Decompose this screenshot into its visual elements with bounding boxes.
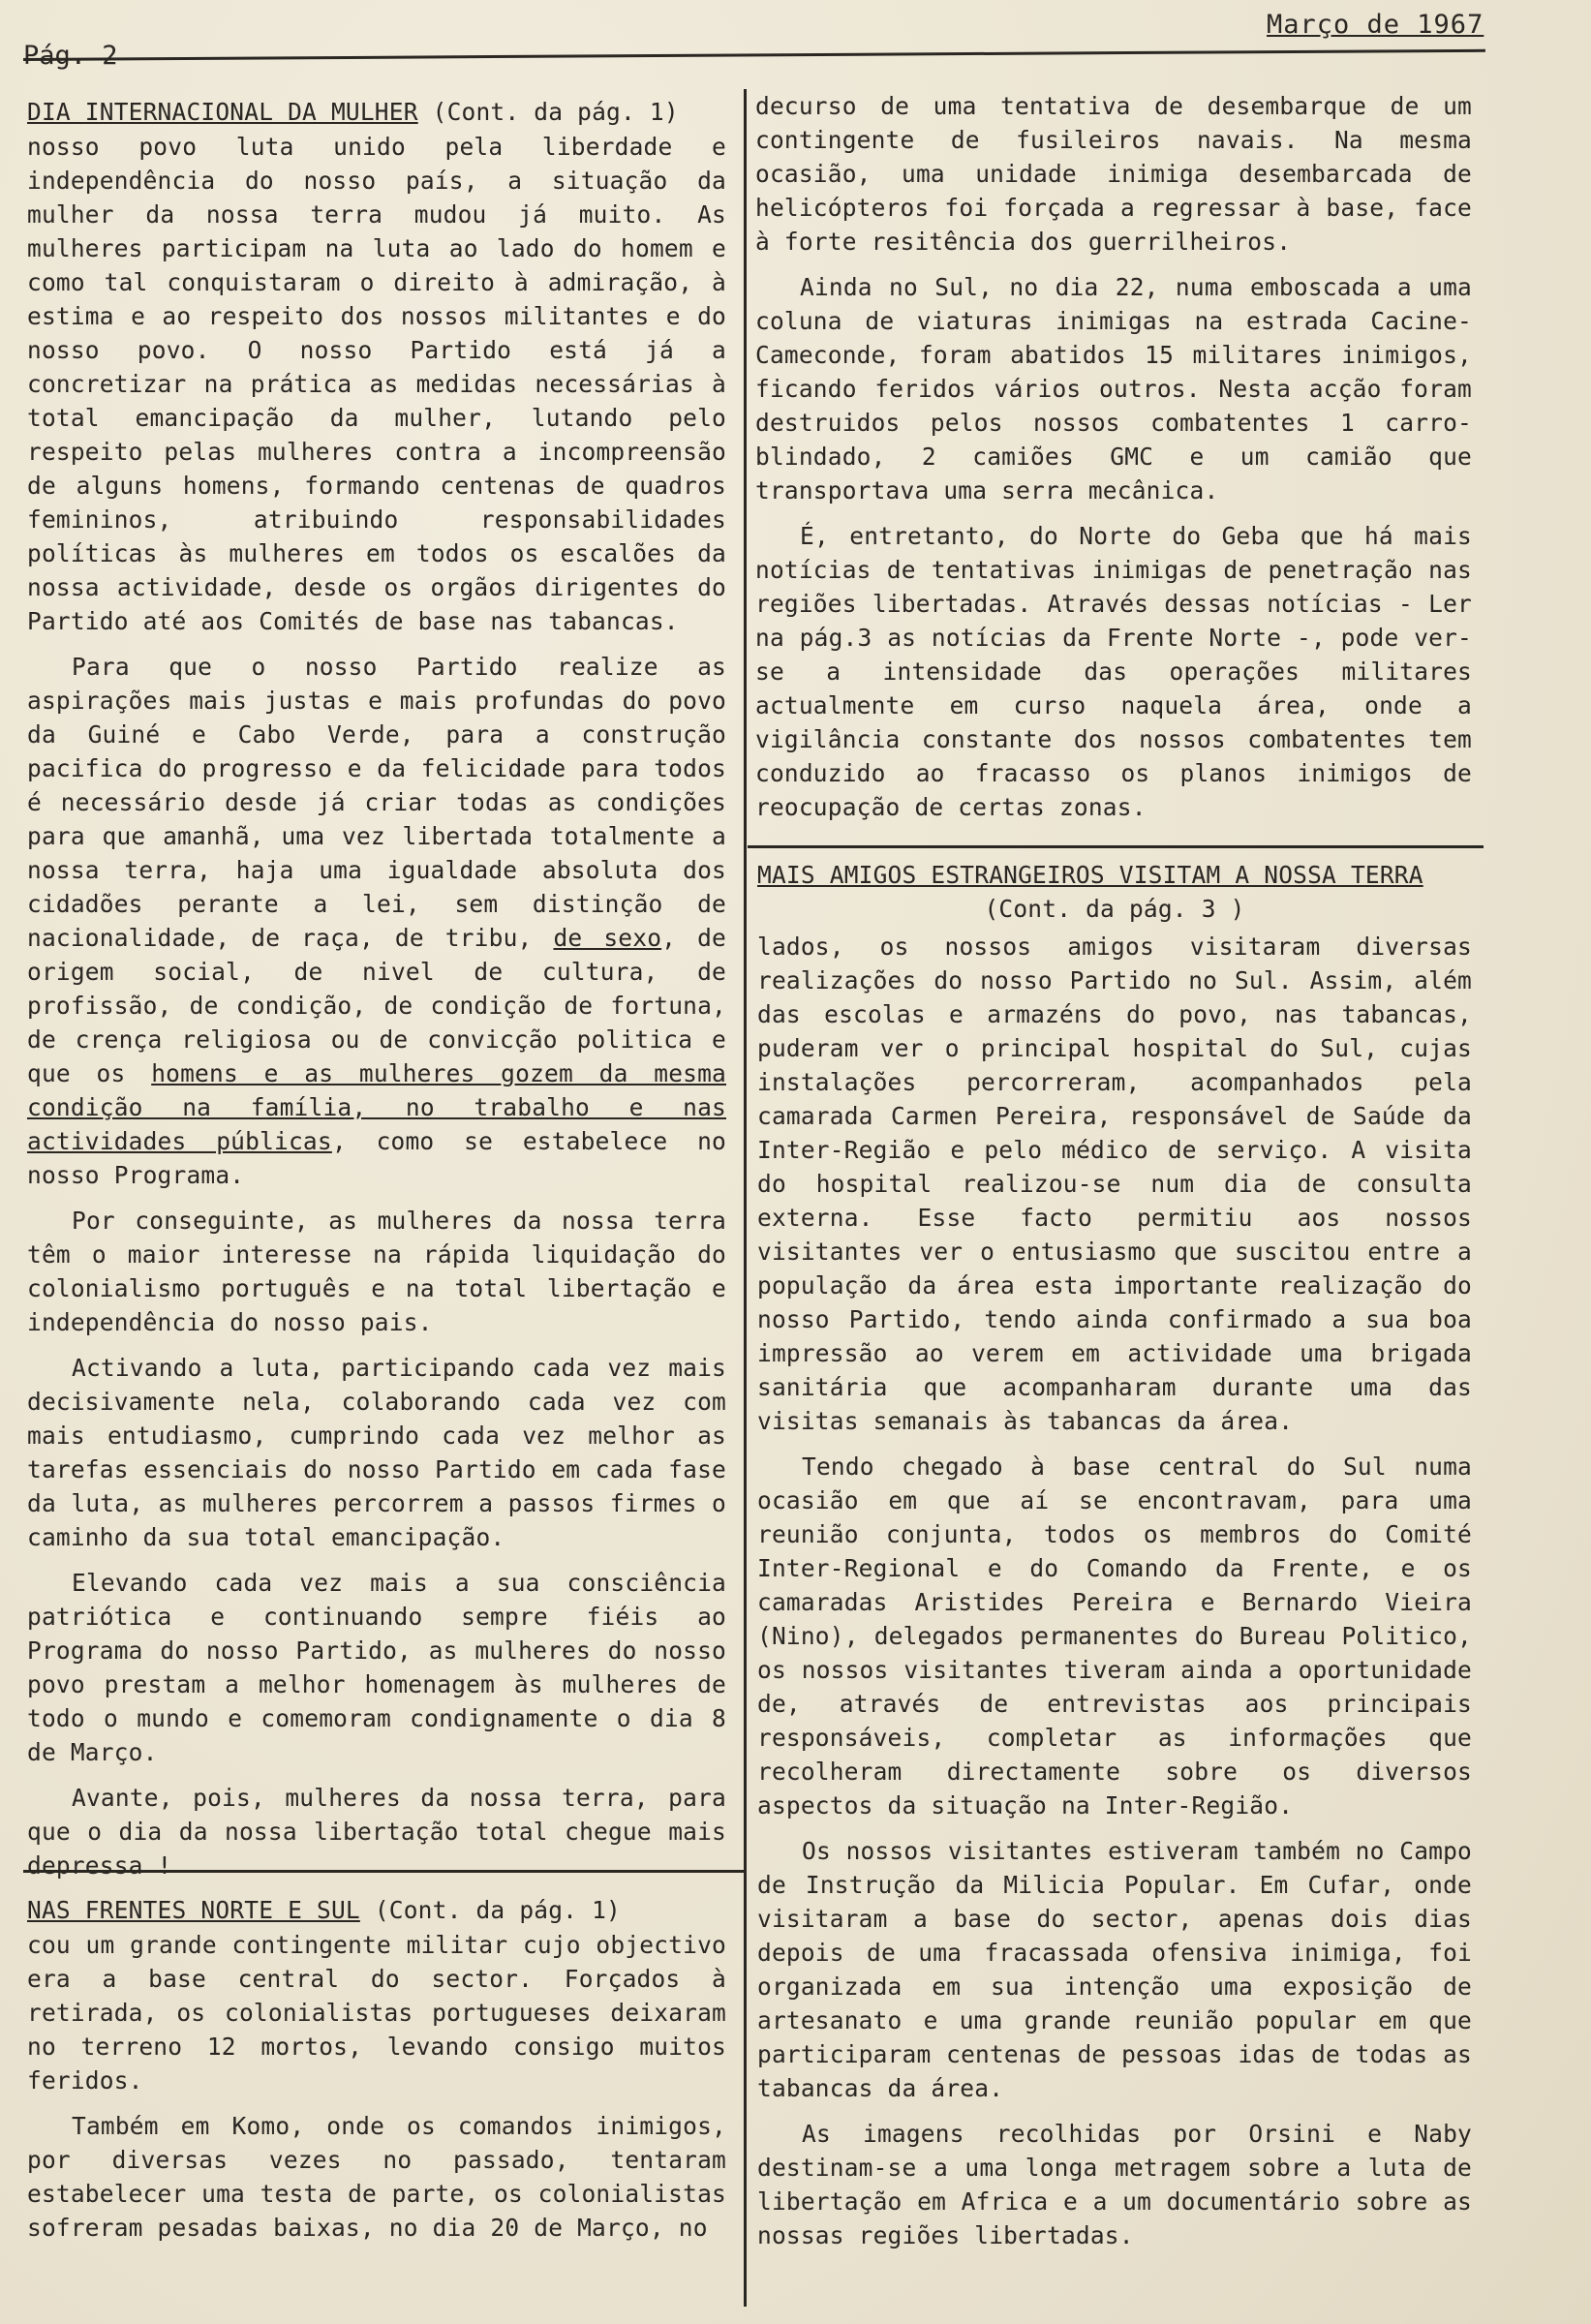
paragraph: Para que o nosso Partido realize as aspirações mais justas e mais profundas do povo da Guiné e Cabo Verde, para a construção pacifica do progresso e da felicidade para todos é necessário desde já criar todas as condições para que amanhã, uma vez libertada totalmente a nossa terra, haja uma igualdade absoluta dos cidadões perante a lei, sem distinção de nacionalidade, de raça, de tribu, de sexo, de origem social, de nivel de cultura, de profissão, de condição, de condição de fortuna, de crença religiosa ou de convicção politica e que os homens e as mulheres gozem da mesma condição na família, no trabalho e nas actividades públicas, como se estabelece no nosso Programa.: [27, 653, 727, 1189]
article-heading-foreign-friends: [757, 858, 1472, 893]
article-divider-right: [748, 845, 1484, 848]
article-heading-womens-day: [27, 95, 726, 130]
paragraph: decurso de uma tentativa de desembarque de um contingente de fusileiros navais. Na mesma ocasião, uma unidade inimiga desembarcada de helicópteros foi forçada a regressar à base, face à forte resitência dos guerrilheiros.: [755, 92, 1472, 256]
underlined-phrase: homens e as mulheres gozem da mesma condição na família, no trabalho e nas actividades públicas: [27, 1059, 727, 1155]
paragraph: Elevando cada vez mais a sua consciência patriótica e continuando sempre fiéis ao Programa do nosso Partido, as mulheres do nosso povo prestam a melhor homenagem às mulheres de todo o mundo e comemoram condignamente o dia 8 de Março.: [27, 1569, 726, 1766]
page-number: Pág. 2: [23, 41, 118, 71]
article-title: MAIS AMIGOS ESTRANGEIROS VISITAM A NOSSA TERRA: [757, 861, 1423, 889]
article-continuation: (Cont. da pág. 1): [432, 98, 679, 126]
paragraph: É, entretanto, do Norte do Geba que há mais notícias de tentativas inimigas de penetração nas regiões libertadas. Através dessas notícias - Ler na pág.3 as notícias da Frente Norte -, pode ver-se a intensidade das operações militares actualmente em curso naquela área, onde a vigilância constante dos nossos combatentes tem conduzido ao fracasso os planos inimigos de reocupação de certas zonas.: [755, 522, 1472, 821]
paragraph: Por conseguinte, as mulheres da nossa terra têm o maior interesse na rápida liquidação do colonialismo português e na total libertação e independência do nosso pais.: [27, 1207, 726, 1336]
left-column-bottom: [27, 1893, 726, 2256]
paragraph: Os nossos visitantes estiveram também no Campo de Instrução da Milicia Popular. Em Cufar, onde visitaram a base do sector, apenas dois dias depois de uma fracassada ofensiva inimiga, foi organizada em sua intenção uma exposição de artesanato e uma grande reunião popular em que participaram centenas de pessoas idas de todas as tabancas da área.: [757, 1837, 1472, 2102]
article-title: NAS FRENTES NORTE E SUL: [27, 1896, 360, 1924]
paragraph: lados, os nossos amigos visitaram diversas realizações do nosso Partido no Sul. Assim, além das escolas e armazéns do povo, nas tabancas, puderam ver o principal hospital do Sul, cujas instalações percorreram, acompanhados pela camarada Carmen Pereira, responsável de Saúde da Inter-Região e pelo médico de serviço. A visita do hospital realizou-se num dia de consulta externa. Esse facto permitiu aos nossos visitantes ver o entusiasmo que suscitou entre a população da área esta importante realização do nosso Partido, tendo ainda confirmado a sua boa impressão ao verem em actividade uma brigada sanitária que acompanharam durante uma das visitas semanais às tabancas da área.: [757, 933, 1472, 1435]
issue-date: Março de 1967: [1267, 10, 1484, 40]
paragraph: Tendo chegado à base central do Sul numa ocasião em que aí se encontravam, para uma reunião conjunta, todos os membros do Comité Inter-Regional e do Comando da Frente, e os camaradas Aristides Pereira e Bernardo Vieira (Nino), delegados permanentes do Bureau Politico, os nossos visitantes tiveram ainda a oportunidade de, através de entrevistas aos principais responsáveis, completar as informações que recolheram directamente sobre os diversos aspectos da situação na Inter-Região.: [757, 1452, 1472, 1819]
paragraph: cou um grande contingente militar cujo objectivo era a base central do sector. Forçados à retirada, os colonialistas portugueses deixaram no terreno 12 mortos, levando consigo muitos feridos.: [27, 1931, 726, 2095]
paragraph: Activando a luta, participando cada vez mais decisivamente nela, colaborando cada vez com mais entudiasmo, cumprindo cada vez melhor as tarefas essenciais do nosso Partido em cada fase da luta, as mulheres percorrem a passos firmes o caminho da sua total emancipação.: [27, 1354, 726, 1551]
article-title: DIA INTERNACIONAL DA MULHER: [27, 98, 418, 126]
right-column-top: [755, 89, 1472, 836]
paragraph: Avante, pois, mulheres da nossa terra, para que o dia da nossa libertação total chegue mais depressa !: [27, 1784, 726, 1880]
left-column-top: [27, 95, 726, 1894]
paragraph: nosso povo luta unido pela liberdade e independência do nosso país, a situação da mulher da nossa terra mudou já muito. As mulheres participam na luta ao lado do homem e como tal conquistaram o direito à admiração, à estima e ao respeito dos nossos militantes e do nosso povo. O nosso Partido está já a concretizar na prática as medidas necessárias à total emancipação da mulher, lutando pelo respeito pelas mulheres contra a incompreensão de alguns homens, formando centenas de quadros femininos, atribuindo responsabilidades políticas às mulheres em todos os escalões da nossa actividade, desde os orgãos dirigentes do Partido até aos Comités de base nas tabancas.: [27, 133, 726, 635]
article-continuation: (Cont. da pág. 3 ): [984, 895, 1245, 923]
right-column-bottom: [757, 858, 1472, 2264]
paragraph: Ainda no Sul, no dia 22, numa emboscada a uma coluna de viaturas inimigas na estrada Cacine-Cameconde, foram abatidos 15 militares inimigos, ficando feridos vários outros. Nesta acção foram destruidos pelos nossos combatentes 1 carro-blindado, 2 camiões GMC e um camião que transportava uma serra mecânica.: [755, 273, 1472, 505]
underlined-phrase: de sexo: [553, 924, 662, 952]
paragraph: As imagens recolhidas por Orsini e Naby destinam-se a uma longa metragem sobre a luta de libertação em Africa e a um documentário sobre as nossas regiões libertadas.: [757, 2120, 1472, 2249]
header-rule: [23, 49, 1485, 61]
article-continuation: (Cont. da pág. 1): [374, 1896, 621, 1924]
paragraph: Também em Komo, onde os comandos inimigos, por diversas vezes no passado, tentaram estabelecer uma testa de parte, os colonialistas sofreram pesadas baixas, no dia 20 de Março, no: [27, 2112, 726, 2242]
article-heading-fronts: [27, 1893, 726, 1928]
column-divider: [744, 89, 747, 2307]
